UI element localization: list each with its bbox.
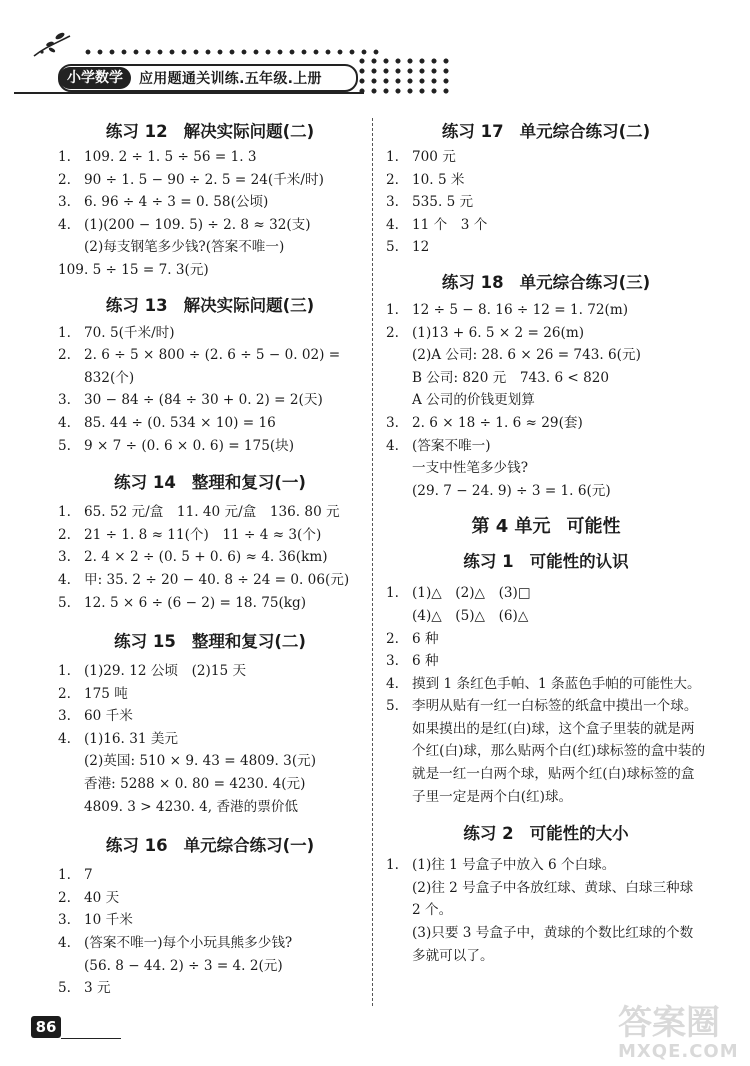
section-title (386, 118, 706, 142)
unit-code: 第 4 单元 (471, 516, 551, 538)
item-text: 40 天 (84, 889, 120, 906)
answer-item (386, 299, 706, 322)
item-text: (1)往 1 号盒子中放入 6 个白球。 (412, 857, 616, 874)
answer-item (386, 435, 706, 458)
leaf-sprig-icon (30, 30, 74, 60)
item-text: 9 × 7 ÷ (0. 6 × 0. 6) = 175(块) (84, 437, 295, 454)
answer-item (58, 569, 362, 592)
item-number: 3. (58, 549, 71, 566)
item-text: 摸到 1 条红色手帕、1 条蓝色手帕的可能性大。 (412, 675, 701, 692)
page-header (0, 0, 750, 110)
item-number: 2. (58, 889, 71, 906)
item-number: 1. (58, 324, 71, 341)
section-title (58, 469, 362, 493)
item-number: 4. (386, 216, 399, 233)
item-continuation: 109. 5 ÷ 15 = 7. 3(元) (58, 261, 209, 278)
answer-item (386, 582, 706, 605)
section-name: 解决实际问题(三) (183, 295, 315, 315)
item-continuation: 香港: 5288 × 0. 80 = 4230. 4(元) (84, 776, 306, 793)
section-name: 整理和复习(一) (191, 473, 306, 493)
section-possibility-2 (386, 820, 706, 967)
item-number: 5. (58, 437, 71, 454)
item-text: (答案不唯一) (412, 437, 491, 454)
section-name: 可能性的认识 (529, 552, 629, 572)
item-number: 5. (386, 239, 399, 256)
item-number: 2. (58, 347, 71, 364)
section-code: 练习 15 (114, 632, 176, 652)
section-exercise-15 (58, 628, 362, 818)
book-title: 应用题通关训练.五年级.上册 (139, 71, 322, 87)
section-title (386, 820, 706, 844)
item-text: 70. 5(千米/时) (84, 324, 175, 341)
answer-item (58, 214, 362, 237)
answer-item (58, 344, 362, 389)
section-code: 练习 2 (463, 824, 514, 844)
item-text: (1)16. 31 美元 (84, 730, 179, 747)
item-number: 3. (386, 414, 399, 431)
answer-item (58, 501, 362, 524)
item-continuation: A 公司的价钱更划算 (412, 392, 535, 409)
item-number (386, 344, 412, 367)
answer-item (386, 650, 706, 673)
answer-item (386, 695, 706, 808)
answer-item (386, 191, 706, 214)
item-number: 1. (386, 857, 399, 874)
item-text: (1)29. 12 公顷 (2)15 天 (84, 663, 247, 680)
item-text: 12 (412, 239, 430, 256)
answer-item (386, 854, 706, 877)
item-continuation: 一支中性笔多少钱? (412, 460, 529, 477)
section-name: 单元综合练习(一) (183, 836, 315, 856)
section-title (58, 292, 362, 316)
item-text: 535. 5 元 (412, 194, 474, 211)
item-text: 6 种 (412, 630, 439, 647)
item-text: (2)A 公司: 28. 6 × 26 = 743. 6(元) (412, 347, 641, 364)
item-text: (1)13 + 6. 5 × 2 = 26(m) (412, 324, 585, 341)
section-code: 练习 18 (441, 272, 504, 292)
section-title (386, 548, 706, 572)
item-continuation: (2)往 2 号盒子中各放红球、黄球、白球三种球 2 个。 (412, 879, 694, 919)
item-number: 1. (58, 663, 71, 680)
item-number: 4. (58, 935, 71, 952)
item-number: 1. (58, 504, 71, 521)
item-text: 6. 96 ÷ 4 ÷ 3 = 0. 58(公顷) (84, 194, 269, 211)
right-column (386, 112, 706, 967)
item-number: 4. (58, 414, 71, 431)
item-text: 11 个 3 个 (412, 216, 488, 233)
answer-item (58, 546, 362, 569)
item-text: 李明从贴有一红一白标签的纸盒中摸出一个球。如果摸出的是红(白)球，这个盒子里装的就是两个红(白)球，那么贴两个白(红)球标签的盒中装的就是一红一白两个球，贴两个红(白)球标签的盒子里一定是两个白(红)球。 (412, 698, 706, 805)
answer-item (58, 660, 362, 683)
section-code: 练习 17 (441, 122, 504, 141)
item-number: 3. (386, 653, 399, 670)
item-number: 1. (58, 149, 71, 165)
answer-item (58, 887, 362, 910)
answer-item (58, 932, 362, 955)
item-text: 21 ÷ 1. 8 ≈ 11(个) 11 ÷ 4 ≈ 3(个) (84, 526, 322, 543)
item-number: 1. (58, 867, 71, 884)
section-possibility-1 (386, 548, 706, 808)
item-text: 甲: 35. 2 ÷ 20 − 40. 8 ÷ 24 = 0. 06(元) (84, 571, 350, 588)
answer-item (58, 592, 362, 615)
item-number: 2. (58, 171, 71, 188)
section-exercise-12 (58, 118, 362, 282)
item-text: 109. 2 ÷ 1. 5 ÷ 56 = 1. 3 (84, 149, 257, 165)
section-exercise-17 (386, 118, 706, 259)
answer-item (386, 322, 706, 345)
item-text: 2. 6 ÷ 5 × 800 ÷ (2. 6 ÷ 5 − 0. 02) = 832(个) (84, 347, 341, 386)
answer-item (58, 435, 362, 458)
section-title (386, 269, 706, 293)
answer-item (386, 236, 706, 259)
item-text: 2. 6 × 18 ÷ 1. 6 ≈ 29(套) (412, 414, 583, 431)
section-name: 单元综合练习(三) (519, 272, 651, 292)
item-text: 12 ÷ 5 − 8. 16 ÷ 12 = 1. 72(m) (412, 301, 629, 318)
page-number-underline (61, 1038, 121, 1039)
item-number: 5. (386, 698, 399, 715)
answer-item (58, 683, 362, 706)
item-continuation: B 公司: 820 元 743. 6 < 820 (412, 369, 610, 386)
answer-item (58, 412, 362, 435)
answer-item (386, 412, 706, 435)
item-number: 4. (386, 675, 399, 692)
section-name: 可能性的大小 (529, 824, 629, 844)
item-text: (1)△ (2)△ (3)□ (412, 585, 531, 602)
dotted-rule-decoration (82, 48, 382, 56)
item-continuation: (2)英国: 510 × 9. 43 = 4809. 3(元) (84, 753, 317, 770)
watermark-text: 答案圈 (618, 1003, 720, 1043)
item-text: 2. 4 × 2 ÷ (0. 5 + 0. 6) ≈ 4. 36(km) (84, 549, 328, 566)
item-number: 3. (386, 194, 399, 211)
item-text: 65. 52 元/盒 11. 40 元/盒 136. 80 元 (84, 504, 340, 521)
unit-name: 可能性 (566, 516, 621, 538)
item-continuation: (4)△ (5)△ (6)△ (412, 607, 529, 624)
item-continuation: (29. 7 − 24. 9) ÷ 3 = 1. 6(元) (412, 482, 611, 499)
answer-item (58, 169, 362, 192)
item-number: 1. (386, 301, 399, 318)
unit-title (386, 512, 706, 538)
item-text: 7 (84, 867, 93, 884)
item-continuation: (3)只要 3 号盒子中，黄球的个数比红球的个数多就可以了。 (412, 925, 694, 964)
section-exercise-14 (58, 469, 362, 614)
item-text: 3 元 (84, 980, 111, 997)
item-number: 3. (58, 708, 71, 725)
section-name: 解决实际问题(二) (183, 122, 315, 141)
section-exercise-13 (58, 292, 362, 458)
item-number: 2. (58, 685, 71, 702)
section-title (58, 832, 362, 856)
item-text: 10. 5 米 (412, 171, 465, 188)
answer-item (58, 864, 362, 887)
page-number: 86 (31, 1016, 61, 1038)
section-name: 单元综合练习(二) (519, 122, 651, 141)
answer-item (386, 214, 706, 237)
answer-item (58, 524, 362, 547)
item-text: 700 元 (412, 149, 456, 165)
section-exercise-16 (58, 832, 362, 1000)
item-number: 4. (58, 730, 71, 747)
watermark (618, 1005, 743, 1063)
left-column (58, 112, 362, 1000)
section-title (58, 628, 362, 652)
section-code: 练习 13 (105, 295, 168, 315)
item-number: 2. (386, 630, 399, 647)
item-number: 3. (58, 912, 71, 929)
item-number: 3. (58, 392, 71, 409)
item-number: 4. (58, 216, 71, 233)
section-code: 练习 14 (114, 473, 176, 493)
answer-item (58, 191, 362, 214)
item-number: 2. (58, 526, 71, 543)
item-text: 10 千米 (84, 912, 133, 929)
item-number: 1. (386, 149, 399, 165)
book-title-bar (58, 64, 358, 92)
answer-item (386, 673, 706, 696)
item-text: 85. 44 ÷ (0. 534 × 10) = 16 (84, 414, 276, 431)
item-number: 5. (58, 594, 71, 611)
item-text: 175 吨 (84, 685, 128, 702)
answer-item (58, 146, 362, 169)
item-number: 1. (386, 585, 399, 602)
watermark-url: MXQE.COM (618, 1041, 739, 1062)
item-continuation: 4809. 3 > 4230. 4, 香港的票价低 (84, 798, 299, 815)
section-code: 练习 16 (105, 836, 168, 856)
answer-item (386, 628, 706, 651)
item-text: (答案不唯一)每个小玩具熊多少钱? (84, 935, 293, 952)
answer-item (386, 344, 706, 367)
answer-item (58, 322, 362, 345)
item-text: 12. 5 × 6 ÷ (6 − 2) = 18. 75(kg) (84, 594, 307, 611)
section-exercise-18 (386, 269, 706, 502)
answer-item (58, 705, 362, 728)
answer-item (386, 169, 706, 192)
item-continuation: (2)每支钢笔多少钱?(答案不唯一) (84, 239, 285, 256)
item-number: 2. (386, 171, 399, 188)
section-title (58, 118, 362, 142)
section-code: 练习 1 (463, 552, 514, 572)
header-underline (14, 92, 364, 94)
answer-item (58, 909, 362, 932)
item-text: 6 种 (412, 653, 439, 670)
answer-item (58, 389, 362, 412)
answer-item (58, 728, 362, 751)
item-number: 4. (386, 437, 399, 454)
item-continuation: (56. 8 − 44. 2) ÷ 3 = 4. 2(元) (84, 957, 283, 974)
item-number: 4. (58, 571, 71, 588)
subject-badge: 小学数学 (59, 67, 131, 89)
item-number: 3. (58, 194, 71, 211)
item-text: 90 ÷ 1. 5 − 90 ÷ 2. 5 = 24(千米/时) (84, 171, 324, 188)
dot-grid-decoration (356, 56, 452, 94)
answer-item (58, 977, 362, 1000)
item-number: 2. (386, 324, 399, 341)
item-text: 30 − 84 ÷ (84 ÷ 30 + 0. 2) = 2(天) (84, 392, 323, 409)
item-text: (1)(200 − 109. 5) ÷ 2. 8 ≈ 32(支) (84, 216, 311, 233)
section-code: 练习 12 (105, 122, 168, 141)
column-divider (372, 118, 373, 1006)
item-text: 60 千米 (84, 708, 133, 725)
answer-item (386, 146, 706, 169)
section-name: 整理和复习(二) (191, 632, 306, 652)
item-number: 5. (58, 980, 71, 997)
